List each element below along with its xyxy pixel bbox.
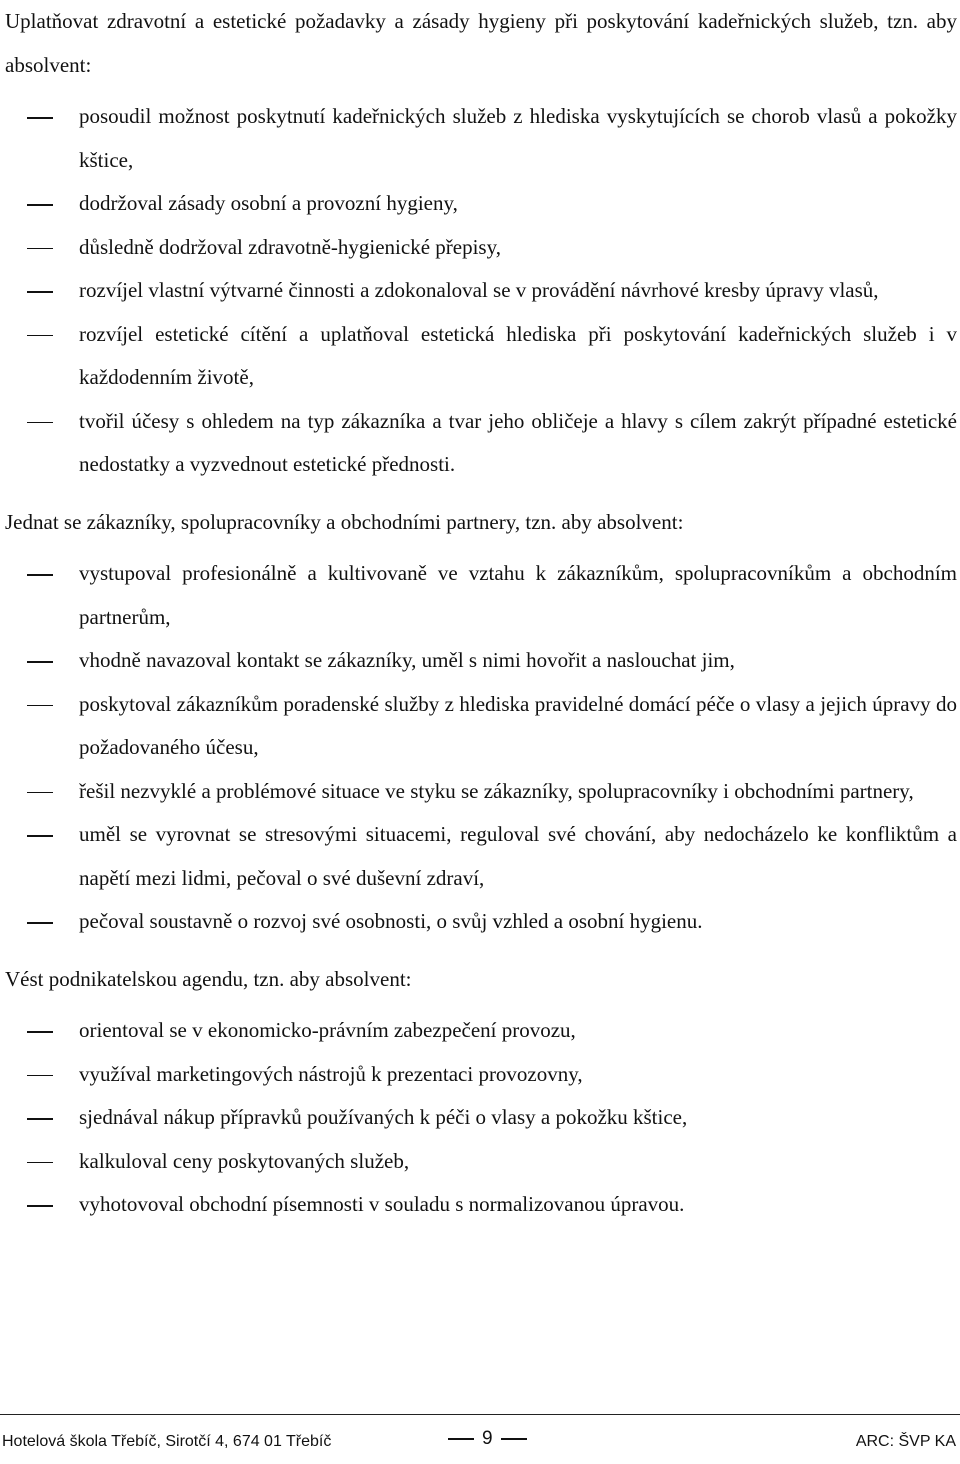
list-customers	[5, 552, 957, 944]
list-item: posoudil možnost poskytnutí kadeřnických služeb z hlediska vyskytujících se chorob vlasů a pokožky kštice,	[79, 104, 957, 172]
list-item: tvořil účesy s ohledem na typ zákazníka a tvar jeho obličeje a hlavy s cílem zakrýt případné estetické nedostatky a vyzvednout estetické přednosti.	[79, 408, 957, 476]
list-business	[5, 1009, 957, 1227]
list-item: vystupoval profesionálně a kultivovaně ve vztahu k zákazníkům, spolupracovníkům a obchodním partnerům,	[79, 561, 957, 629]
dash-decoration	[448, 1438, 474, 1440]
section-intro-customers: Jednat se zákazníky, spolupracovníky a obchodními partnery, tzn. aby absolvent:	[5, 509, 684, 534]
page-number: 9	[482, 1428, 493, 1449]
list-item: vyhotovoval obchodní písemnosti v souladu s normalizovanou úpravou.	[79, 1192, 685, 1216]
footer-page-number	[440, 1417, 535, 1461]
section-intro-business: Vést podnikatelskou agendu, tzn. aby absolvent:	[5, 966, 412, 991]
list-item: kalkuloval ceny poskytovaných služeb,	[79, 1148, 410, 1173]
dash-decoration	[501, 1438, 527, 1440]
list-item: sjednával nákup přípravků používaných k péči o vlasy a pokožku kštice,	[79, 1105, 688, 1129]
list-item: řešil nezvyklé a problémové situace ve styku se zákazníky, spolupracovníky i obchodními partnery,	[79, 778, 914, 803]
list-item: poskytoval zákazníkům poradenské služby z hlediska pravidelné domácí péče o vlasy a jejich úpravy do požadovaného účesu,	[79, 691, 957, 759]
list-item: rozvíjel vlastní výtvarné činnosti a zdokonaloval se v provádění návrhové kresby úpravy vlasů,	[79, 278, 879, 302]
page-footer	[0, 1414, 960, 1450]
list-item: dodržoval zásady osobní a provozní hygieny,	[79, 191, 458, 215]
list-item: uměl se vyrovnat se stresovými situacemi, reguloval své chování, aby nedocházelo ke konfliktům a napětí mezi lidmi, pečoval o své duševní zdraví,	[79, 822, 957, 890]
list-item: vhodně navazoval kontakt se zákazníky, uměl s nimi hovořit a naslouchat jim,	[79, 648, 735, 672]
list-item: orientoval se v ekonomicko-právním zabezpečení provozu,	[79, 1018, 576, 1042]
list-item: rozvíjel estetické cítění a uplatňoval estetická hlediska při poskytování kadeřnických služeb i v každodenním životě,	[79, 321, 957, 389]
footer-school-address: Hotelová škola Třebíč, Sirotčí 4, 674 01 Třebíč	[2, 1433, 332, 1450]
list-item: důsledně dodržoval zdravotně-hygienické přepisy,	[79, 234, 501, 259]
section-intro-hygiene: Uplatňovat zdravotní a estetické požadavky a zásady hygieny při poskytování kadeřnických služeb, tzn. aby absolvent:	[5, 9, 957, 77]
footer-document-code: ARC: ŠVP KA	[855, 1433, 956, 1450]
document-body	[5, 0, 957, 1241]
list-hygiene	[5, 95, 957, 487]
list-item: využíval marketingových nástrojů k prezentaci provozovny,	[79, 1061, 583, 1086]
list-item: pečoval soustavně o rozvoj své osobnosti, o svůj vzhled a osobní hygienu.	[79, 909, 703, 933]
